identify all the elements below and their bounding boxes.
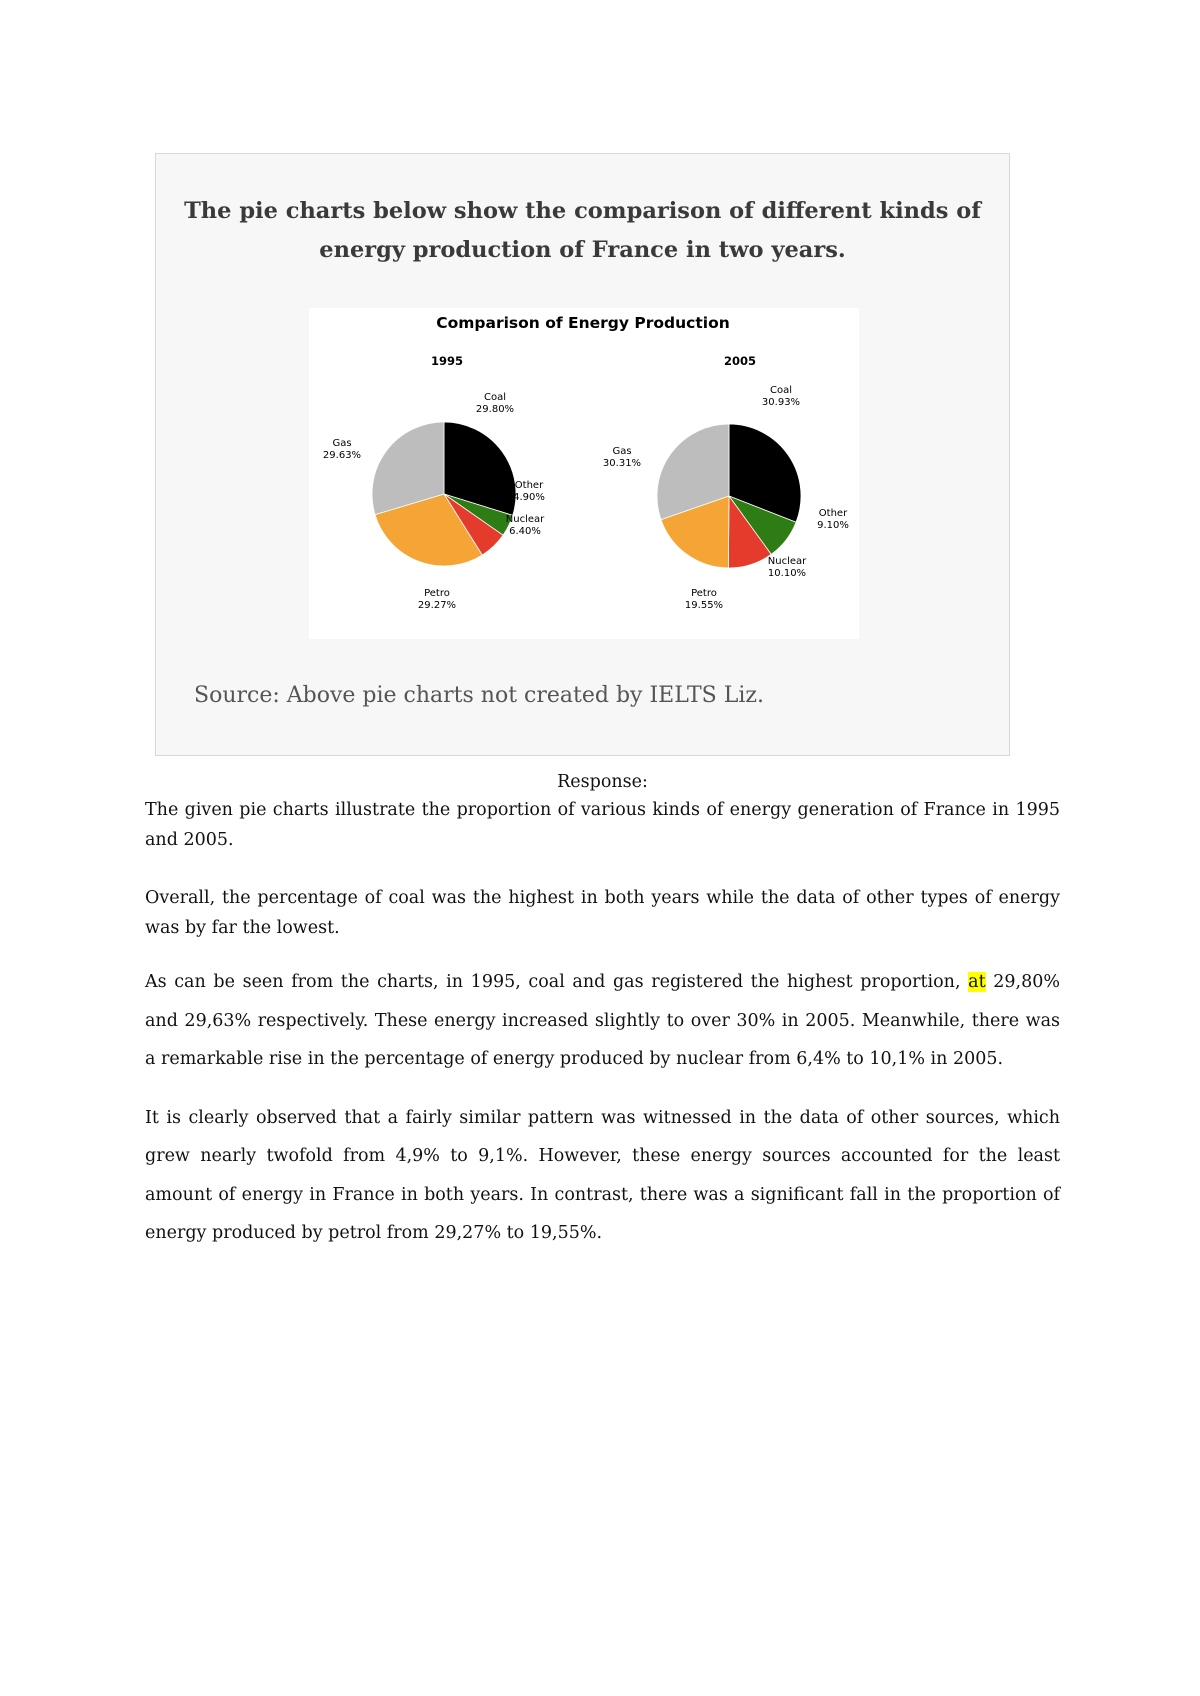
figure-heading — [156, 192, 1009, 270]
highlighted-word: at — [968, 972, 986, 992]
slice-name-label: Gas — [332, 438, 352, 449]
paragraph-1: The given pie charts illustrate the proportion of various kinds of energy generation of France in 1995 and 2005. — [145, 800, 1060, 850]
figure-box — [155, 153, 1010, 756]
slice-value-label: 29.63% — [322, 450, 362, 461]
slice-name-label: Petro — [691, 588, 717, 599]
slice-value-label: 30.93% — [761, 397, 801, 408]
chart-title: Comparison of Energy Production — [436, 314, 730, 332]
response-section — [145, 770, 1060, 1253]
slice-value-label: 4.90% — [513, 492, 545, 503]
slice-value-label: 30.31% — [602, 458, 642, 469]
slice-name-label: Nuclear — [505, 514, 545, 525]
paragraph-2: Overall, the percentage of coal was the highest in both years while the data of other types of energy was by far the lowest. — [145, 888, 1060, 938]
pie-1995 — [323, 392, 545, 611]
pie-2005 — [603, 385, 849, 611]
slice-name-label: Gas — [612, 446, 632, 457]
slice-name-label: Other — [514, 480, 544, 491]
pie-chart-panel — [309, 308, 859, 639]
response-label: Response: — [557, 772, 648, 792]
slice-name-label: Other — [818, 508, 848, 519]
figure-source: Source: Above pie charts not created by IELTS Liz. — [194, 683, 764, 708]
slice-name-label: Coal — [483, 392, 507, 403]
paragraph-4: It is clearly observed that a fairly similar pattern was witnessed in the data of other sources, which grew nearly twofold from 4,9% to 9,1%. However, these energy sources accounted for the least amount of energy in France in both years. In contrast, there was a significant fall in the proportion of energy produced by petrol from 29,27% to 19,55%. — [145, 1107, 1060, 1243]
slice-name-label: Coal — [769, 385, 793, 396]
paragraph-3 — [145, 963, 1060, 1079]
paragraph-3-end: 29,80% and 29,63% respectively. These energy increased slightly to over 30% in 2005. Meanwhile, there was a remarkable rise in the percentage of energy produced by nuclear from 6,4% to 10,1% in 2005. — [145, 972, 1060, 1069]
slice-value-label: 10.10% — [767, 568, 807, 579]
chart-year-1995: 1995 — [430, 354, 464, 368]
slice-value-label: 29.27% — [417, 600, 457, 611]
pie-charts — [309, 308, 859, 639]
slice-value-label: 29.80% — [475, 404, 515, 415]
paragraph-3-start: As can be seen from the charts, in 1995, coal and gas registered the highest proportion, — [145, 972, 969, 992]
slice-name-label: Nuclear — [767, 556, 807, 567]
slice-value-label: 9.10% — [817, 520, 849, 531]
slice-value-label: 6.40% — [509, 526, 541, 537]
chart-year-2005: 2005 — [723, 354, 757, 368]
slice-value-label: 19.55% — [684, 600, 724, 611]
figure-heading-line-2: energy production of France in two years. — [319, 237, 846, 263]
slice-name-label: Petro — [424, 588, 450, 599]
figure-heading-line-1: The pie charts below show the comparison of different kinds of — [184, 198, 981, 224]
